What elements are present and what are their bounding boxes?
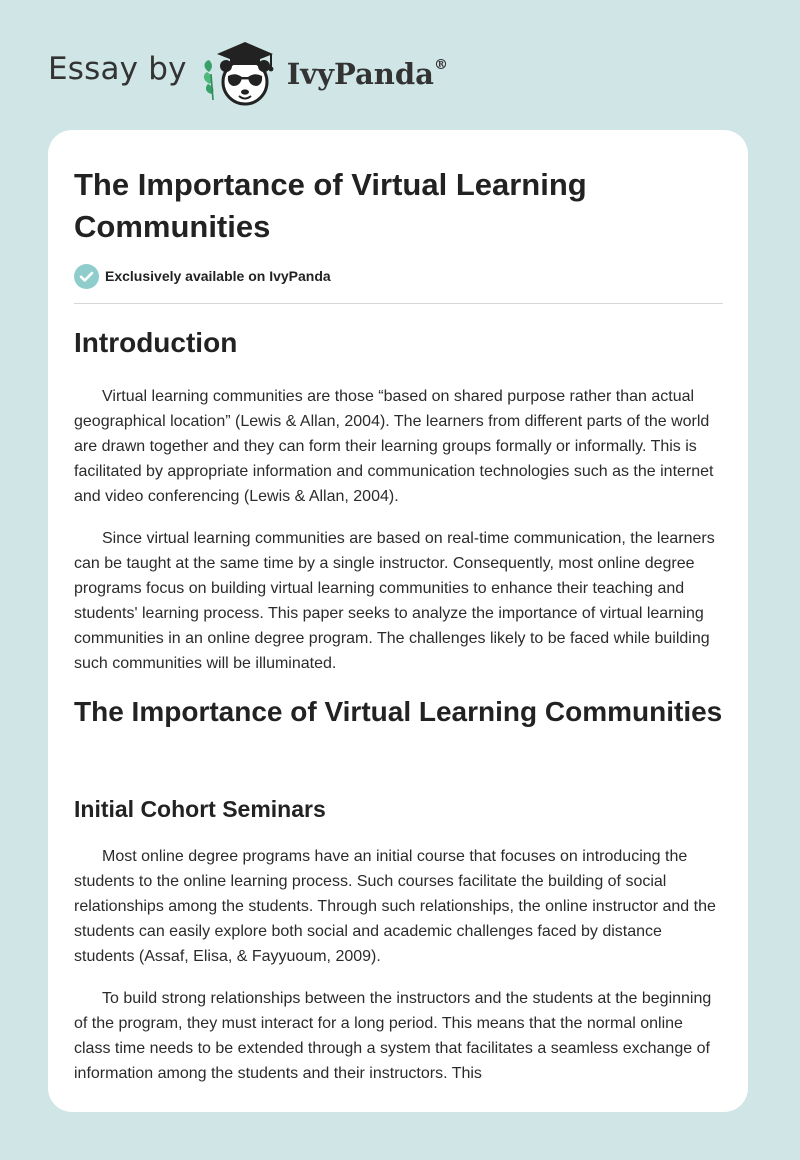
essay-by-label: Essay by (48, 51, 187, 87)
check-circle-icon (74, 264, 99, 289)
subsection-heading-cohort-seminars: Initial Cohort Seminars (74, 796, 326, 822)
paragraph: To build strong relationships between the instructors and the students at the beginning of the program, they must interact for a long period. This means that the normal online class time needs to be extended through a system that facilitates a seamless exchange of information among the students and their instructors. This (74, 990, 712, 1082)
section-heading-introduction: Introduction (74, 327, 238, 358)
section-heading-importance: The Importance of Virtual Learning Communities (74, 696, 723, 727)
essay-card (48, 130, 748, 1112)
paragraph: Virtual learning communities are those “based on shared purpose rather than actual geographical location” (Lewis & Allan, 2004). The learners from different parts of the world are drawn together and they can form their learning groups formally or informally. This is facilitated by appropriate information and communication technologies such as the internet and video conferencing (Lewis & Allan, 2004). (74, 388, 714, 505)
divider (74, 303, 723, 304)
paragraph: Most online degree programs have an initial course that focuses on introducing the students to the online learning process. Such courses facilitate the building of social relationships among the students. Through such relationships, the online instructor and the students can easily explore both social and academic challenges faced by distance students (Assaf, Elisa, & Fayyuoum, 2009). (74, 848, 716, 965)
brand-name[interactable] (287, 57, 448, 91)
registered-mark: ® (433, 57, 448, 74)
panda-logo-icon[interactable] (199, 34, 283, 110)
brand-text: IvyPanda (286, 57, 434, 91)
exclusive-badge (74, 263, 331, 289)
ivy-leaf-icon (204, 60, 214, 100)
site-header (48, 34, 448, 110)
paragraph: Since virtual learning communities are based on real-time communication, the learners can be taught at the same time by a single instructor. Consequently, most online degree programs focus on building virtual learning communities to enhance their teaching and students' learning process. This paper seeks to analyze the importance of virtual learning communities in an online degree program. The challenges likely to be faced while building such communities will be illuminated. (74, 530, 715, 672)
exclusive-label: Exclusively available on IvyPanda (105, 268, 331, 284)
document-title: The Importance of Virtual Learning Communities (74, 167, 587, 244)
